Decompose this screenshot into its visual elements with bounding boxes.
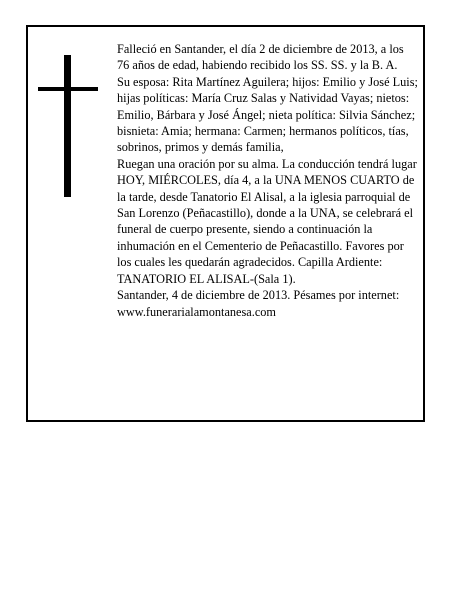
cross-horizontal-bar — [38, 87, 98, 91]
date-and-condolences: Santander, 4 de diciembre de 2013. Pésames por internet: www.funerarialamontanesa.com — [117, 288, 400, 319]
family-list: Su esposa: Rita Martínez Aguilera; hijos: Emilio y José Luis; hijas políticas: María Cruz Salas y Natividad Vayas; nietos: Emilio, Bárbara y José Ángel; nieta política: Silvia Sánchez; bisnieta: Amia; hermana: Carmen; hermanos políticos, tías, sobrinos, primos y demás familia, — [117, 74, 418, 155]
obituary-notice — [26, 25, 425, 422]
obituary-text — [117, 41, 419, 320]
death-announcement: Falleció en Santander, el día 2 de diciembre de 2013, a los 76 años de edad, habiendo recibido los SS. SS. y la B. A. — [117, 42, 404, 73]
cross-icon — [38, 55, 98, 197]
funeral-details: Ruegan una oración por su alma. La conducción tendrá lugar HOY, MIÉRCOLES, día 4, a la UNA MENOS CUARTO de la tarde, desde Tanatorio El Alisal, a la iglesia parroquial de San Lorenzo (Peñacastillo), donde a la UNA, se celebrará el funeral de cuerpo presente, siendo a continuación la inhumación en el Cementerio de Peñacastillo. Favores por los cuales les quedarán agradecidos. Capilla Ardiente: TANATORIO EL ALISAL-(Sala 1). — [117, 156, 417, 286]
cross-vertical-bar — [64, 55, 71, 197]
